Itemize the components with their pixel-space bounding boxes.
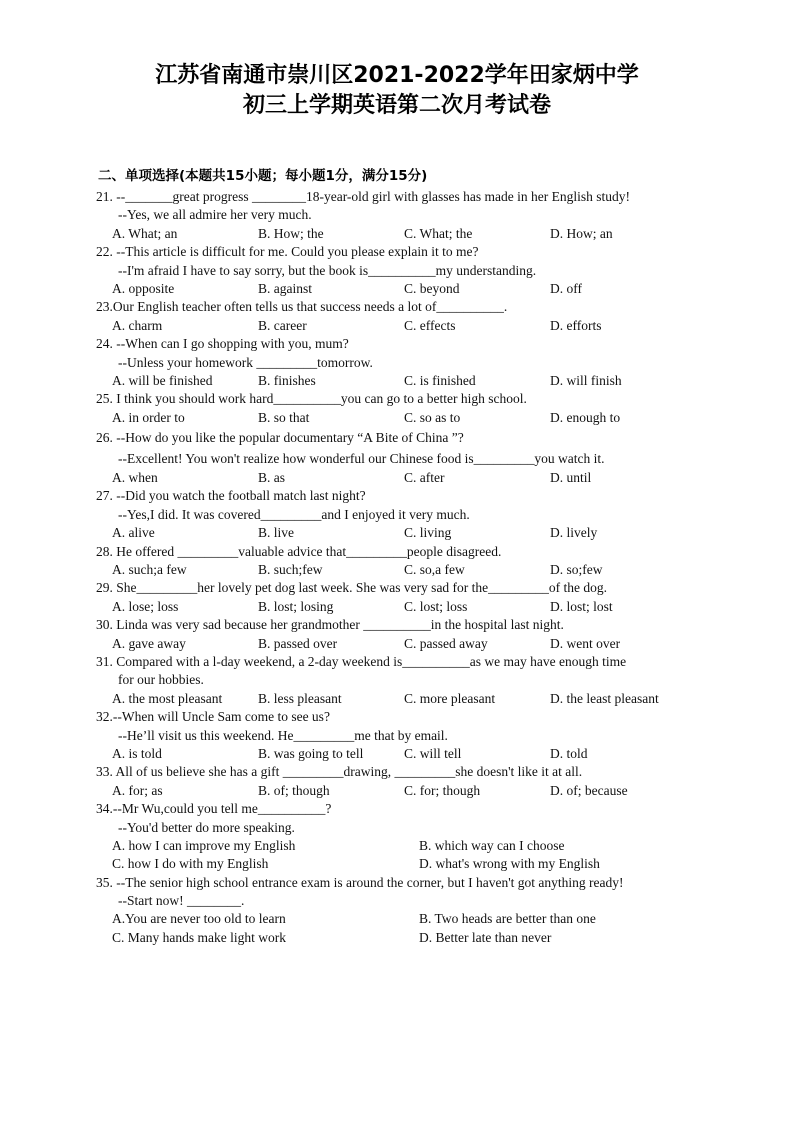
question-stem-continued: for our hobbies.: [118, 672, 204, 688]
option-c: C. how I do with my English: [112, 856, 269, 872]
option-d: D. off: [550, 280, 582, 296]
question-response: --Yes, we all admire her very much.: [118, 207, 312, 223]
question-32: [96, 708, 726, 763]
option-a: A. alive: [112, 525, 155, 541]
question-stem: 35. --The senior high school entrance exam is around the corner, but I haven't got anything ready!: [96, 874, 624, 890]
option-row: [96, 598, 726, 616]
option-row: [96, 317, 726, 335]
option-a: A. the most pleasant: [112, 690, 223, 706]
option-d: D. until: [550, 470, 592, 486]
option-a: A. opposite: [112, 280, 175, 296]
option-b: B. of; though: [258, 782, 330, 798]
option-a: A. will be finished: [112, 372, 213, 388]
option-a: A. What; an: [112, 225, 178, 241]
option-a: A. for; as: [112, 782, 163, 798]
question-stem: 29. She_________her lovely pet dog last week. She was very sad for the_________of the dog.: [96, 580, 608, 596]
question-response: --Unless your homework _________tomorrow.: [118, 354, 373, 370]
question-response: --You'd better do more speaking.: [118, 819, 295, 835]
option-c: C. is finished: [404, 372, 476, 388]
question-29: [96, 579, 726, 616]
question-stem: 30. Linda was very sad because her grandmother __________in the hospital last night.: [96, 617, 564, 633]
option-c: C. for; though: [404, 782, 481, 798]
option-d: D. went over: [550, 635, 621, 651]
option-d: D. lost; lost: [550, 598, 613, 614]
question-stem: 32.--When will Uncle Sam come to see us?: [96, 709, 330, 725]
option-b: B. lost; losing: [258, 598, 334, 614]
option-d: D. so;few: [550, 562, 603, 578]
option-d: D. Better late than never: [419, 929, 552, 945]
option-c: C. more pleasant: [404, 690, 496, 706]
option-row: [96, 745, 726, 763]
option-row: [96, 910, 726, 928]
option-row: [96, 524, 726, 542]
question-22: [96, 243, 726, 298]
question-stem: 34.--Mr Wu,could you tell me__________?: [96, 801, 332, 817]
option-d: D. enough to: [550, 409, 621, 425]
option-c: C. beyond: [404, 280, 460, 296]
option-b: B. so that: [258, 409, 310, 425]
question-26: [96, 427, 726, 487]
option-c: C. will tell: [404, 745, 462, 761]
option-row: [96, 561, 726, 579]
option-row: [96, 635, 726, 653]
option-row: [96, 855, 726, 873]
option-c: C. passed away: [404, 635, 488, 651]
option-c: C. effects: [404, 317, 456, 333]
option-b: B. as: [258, 470, 285, 486]
option-a: A.You are never too old to learn: [112, 911, 286, 927]
option-a: A. such;a few: [112, 562, 187, 578]
option-a: A. charm: [112, 317, 163, 333]
option-a: A. when: [112, 470, 158, 486]
option-c: C. living: [404, 525, 452, 541]
option-row: [96, 782, 726, 800]
question-stem: 27. --Did you watch the football match last night?: [96, 488, 366, 504]
question-response: --Excellent! You won't realize how wonderful our Chinese food is_________you watch it.: [118, 451, 605, 467]
question-response: --I'm afraid I have to say sorry, but the book is__________my understanding.: [118, 262, 537, 278]
question-stem: 23.Our English teacher often tells us that success needs a lot of__________.: [96, 299, 508, 315]
option-b: B. career: [258, 317, 307, 333]
question-23: [96, 298, 726, 335]
question-stem: 33. All of us believe she has a gift _________drawing, _________she doesn't like it at all.: [96, 764, 583, 780]
question-34: [96, 800, 726, 874]
option-b: B. was going to tell: [258, 745, 364, 761]
option-b: B. Two heads are better than one: [419, 911, 596, 927]
option-row: [96, 280, 726, 298]
option-d: D. the least pleasant: [550, 690, 659, 706]
option-row: [96, 929, 726, 947]
question-28: [96, 543, 726, 580]
question-response: --Start now! ________.: [118, 893, 245, 909]
question-stem: 28. He offered _________valuable advice that_________people disagreed.: [96, 543, 502, 559]
question-27: [96, 487, 726, 542]
option-d: D. will finish: [550, 372, 622, 388]
option-d: D. told: [550, 745, 588, 761]
option-row: [96, 469, 726, 487]
option-a: A. gave away: [112, 635, 186, 651]
question-stem: 22. --This article is difficult for me. Could you please explain it to me?: [96, 244, 479, 260]
option-c: C. lost; loss: [404, 598, 468, 614]
option-d: D. How; an: [550, 225, 613, 241]
question-response: --He’ll visit us this weekend. He_________me that by email.: [118, 727, 448, 743]
option-d: D. what's wrong with my English: [419, 856, 600, 872]
question-21: [96, 188, 726, 243]
option-c: C. What; the: [404, 225, 473, 241]
question-stem: 25. I think you should work hard__________you can go to a better high school.: [96, 391, 527, 407]
option-d: D. efforts: [550, 317, 602, 333]
question-25: [96, 390, 726, 427]
question-stem: 31. Compared with a l-day weekend, a 2-day weekend is__________as we may have enough time: [96, 653, 627, 669]
question-31: [96, 653, 726, 708]
option-b: B. passed over: [258, 635, 338, 651]
section-heading: 二、单项选择(本题共15小题；每小题1分，满分15分): [98, 168, 428, 184]
option-b: B. finishes: [258, 372, 316, 388]
option-c: C. so as to: [404, 409, 461, 425]
option-a: A. in order to: [112, 409, 185, 425]
option-a: A. how I can improve my English: [112, 837, 296, 853]
option-b: B. live: [258, 525, 294, 541]
option-b: B. less pleasant: [258, 690, 342, 706]
option-b: B. How; the: [258, 225, 324, 241]
question-24: [96, 335, 726, 390]
option-a: A. is told: [112, 745, 162, 761]
option-d: D. lively: [550, 525, 598, 541]
option-c: C. Many hands make light work: [112, 929, 286, 945]
option-row: [96, 690, 726, 708]
option-c: C. after: [404, 470, 445, 486]
question-stem: 26. --How do you like the popular documentary “A Bite of China ”?: [96, 430, 464, 446]
option-b: B. such;few: [258, 562, 323, 578]
question-stem: 21. --_______great progress ________18-year-old girl with glasses has made in her English study!: [96, 189, 631, 204]
question-35: [96, 874, 726, 948]
option-row: [96, 225, 726, 243]
question-stem: 24. --When can I go shopping with you, mum?: [96, 336, 349, 352]
option-d: D. of; because: [550, 782, 628, 798]
exam-title-line-2: 初三上学期英语第二次月考试卷: [242, 93, 551, 118]
option-b: B. which way can I choose: [419, 837, 565, 853]
exam-title-line-1: 江苏省南通市崇川区2021-2022学年田家炳中学: [155, 63, 639, 88]
question-list: [96, 188, 726, 947]
question-30: [96, 616, 726, 653]
option-b: B. against: [258, 280, 312, 296]
option-c: C. so,a few: [404, 562, 465, 578]
option-row: [96, 372, 726, 390]
option-row: [96, 409, 726, 427]
question-response: --Yes,I did. It was covered_________and I enjoyed it very much.: [118, 506, 470, 522]
option-row: [96, 837, 726, 855]
option-a: A. lose; loss: [112, 598, 179, 614]
question-33: [96, 763, 726, 800]
